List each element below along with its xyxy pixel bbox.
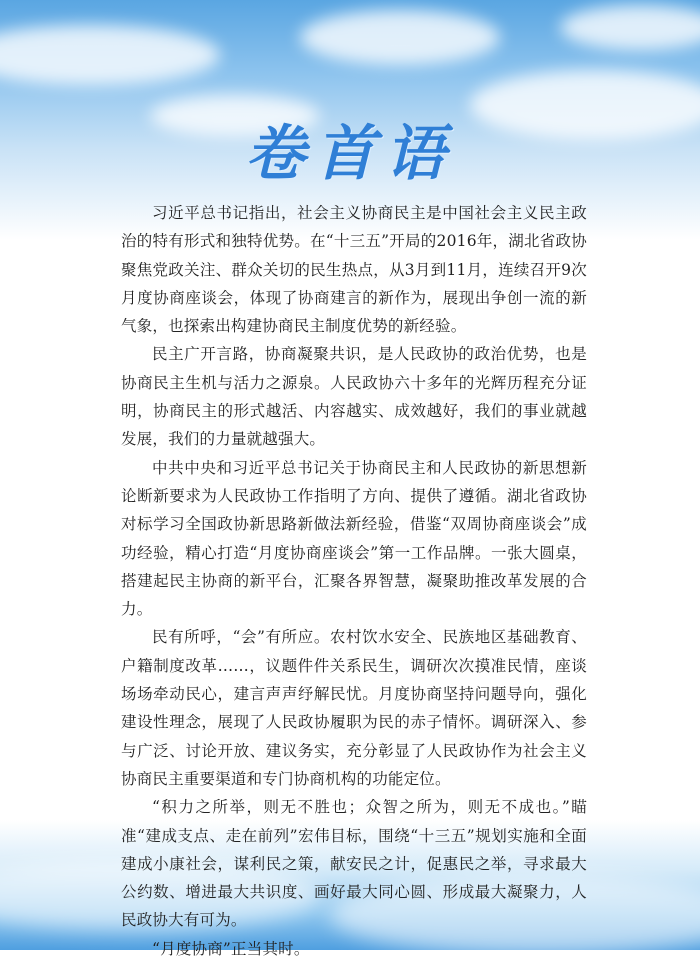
paragraph: 中共中央和习近平总书记关于协商民主和人民政协的新思想新论断新要求为人民政协工作指明了方向、提供了遵循。湖北省政协对标学习全国政协新思路新做法新经验，借鉴“双周协商座谈会”成功经验，精心打造“月度协商座谈会”第一工作品牌。一张大圆桌，搭建起民主协商的新平台，汇聚各界智慧，凝聚助推改革发展的合力。: [121, 458, 587, 619]
page-title: 卷首语: [245, 119, 455, 190]
article-body: [121, 199, 587, 963]
paragraph: 民主广开言路，协商凝聚共识，是人民政协的政治优势，也是协商民主生机与活力之源泉。人民政协六十多年的光辉历程充分证明，协商民主的形式越活、内容越实、成效越好，我们的事业就越发展，我们的力量就越强大。: [121, 345, 587, 449]
paragraph: 民有所呼，“会”有所应。农村饮水安全、民族地区基础教育、户籍制度改革……，议题件件关系民生，调研次次摸准民情，座谈场场牵动民心，建言声声纾解民忧。月度协商坚持问题导向，强化建设性理念，展现了人民政协履职为民的赤子情怀。调研深入、参与广泛、讨论开放、建议务实，充分彰显了人民政协作为社会主义协商民主重要渠道和专门协商机构的功能定位。: [121, 628, 587, 788]
paragraph: 习近平总书记指出，社会主义协商民主是中国社会主义民主政治的特有形式和独特优势。在“十三五”开局的2016年，湖北省政协聚焦党政关注、群众关切的民生热点，从3月到11月，连续召开9次月度协商座谈会，体现了协商建言的新作为，展现出争创一流的新气象，也探索出构建协商民主制度优势的新经验。: [121, 204, 587, 336]
paragraph: “月度协商”正当其时。: [152, 939, 310, 958]
cloud-decoration: [0, 25, 220, 85]
cloud-decoration: [300, 10, 500, 65]
cloud-decoration: [560, 5, 700, 50]
paragraph: “积力之所举，则无不胜也；众智之所为，则无不成也。”瞄准“建成支点、走在前列”宏伟目标，围绕“十三五”规划实施和全面建成小康社会，谋利民之策，献安民之计，促惠民之举，寻求最大公约数、增进最大共识度、画好最大同心圆、形成最大凝聚力，人民政协大有可为。: [121, 798, 587, 930]
